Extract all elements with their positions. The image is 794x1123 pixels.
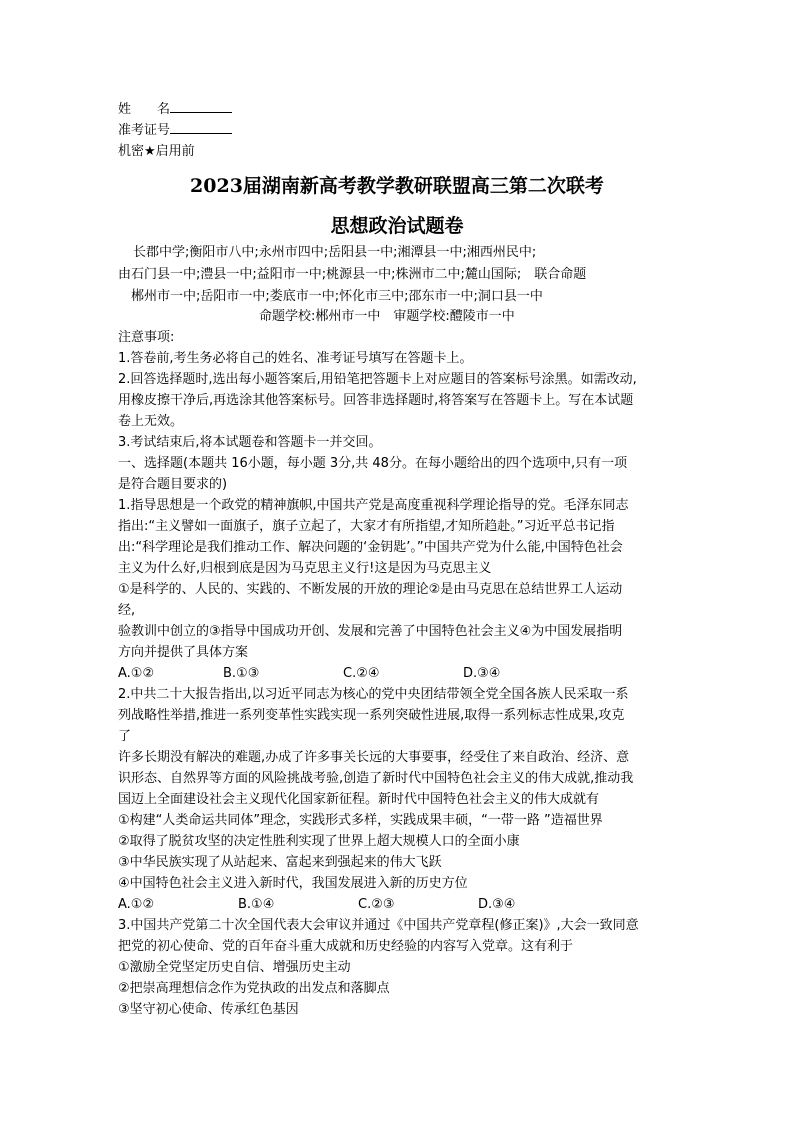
name-blank[interactable] bbox=[170, 100, 232, 113]
q3-line: 3.中国共产党第二十次全国代表大会审议并通过《中国共产党章程(修正案)》,大会一致同意 bbox=[118, 918, 639, 933]
q1-line: 方向并提供了具体方案 bbox=[118, 645, 249, 660]
q2-options bbox=[118, 895, 515, 914]
q1-options bbox=[118, 664, 500, 683]
schools-line-3: 郴州市一中;岳阳市一中;娄底市一中;怀化市三中;邵东市一中;洞口县一中 bbox=[131, 289, 543, 304]
q1-option-d[interactable]: D.③④ bbox=[463, 666, 501, 681]
q1-line: ①是科学的、人民的、实践的、不断发展的开放的理论②是由马克思在总结世界工人运动 bbox=[118, 582, 623, 597]
q2-line: 列战略性举措,推进一系列变革性实践实现一系列突破性进展,取得一系列标志性成果,攻克 bbox=[118, 708, 625, 723]
schools-line-1: 长郡中学;衡阳市八中;永州市四中;岳阳县一中;湘潭县一中;湘西州民中; bbox=[133, 245, 537, 260]
name-field bbox=[118, 100, 232, 119]
q2-line: 国迈上全面建设社会主义现代化国家新征程。新时代中国特色社会主义的伟大成就有 bbox=[118, 792, 600, 807]
secret-mark: 机密★启用前 bbox=[118, 144, 195, 159]
q2-line: ④中国特色社会主义进入新时代，我国发展进入新的历史方位 bbox=[118, 876, 468, 891]
note-line: 1.答卷前,考生务必将自己的姓名、准考证号填写在答题卡上。 bbox=[118, 351, 473, 366]
q1-line: 主义为什么好,归根到底是因为马克思主义行!这是因为马克思主义 bbox=[118, 561, 492, 576]
q2-option-a[interactable]: A.①② bbox=[118, 897, 155, 912]
q1-option-c[interactable]: C.②④ bbox=[343, 666, 380, 681]
q1-line: 验教训中创立的③指导中国成功开创、发展和完善了中国特色社会主义④为中国发展指明 bbox=[118, 624, 623, 639]
q3-line: ②把崇高理想信念作为党执政的出发点和落脚点 bbox=[118, 981, 390, 996]
q2-line: 了 bbox=[118, 729, 132, 744]
note-line: 2.回答选择题时,选出每小题答案后,用铅笔把答题卡上对应题目的答案标号涂黑。如需改动, bbox=[118, 372, 637, 387]
q2-option-d[interactable]: D.③④ bbox=[478, 897, 516, 912]
schools-line-2: 由石门县一中;澧县一中;益阳市一中;桃源县一中;株洲市二中;麓山国际; 联合命题 bbox=[118, 267, 587, 282]
q3-line: ①激励全党坚定历史自信、增强历史主动 bbox=[118, 960, 351, 975]
q2-line: ②取得了脱贫攻坚的决定性胜利实现了世界上超大规模人口的全面小康 bbox=[118, 834, 520, 849]
q2-option-c[interactable]: C.②③ bbox=[358, 897, 395, 912]
exam-number-field bbox=[118, 121, 232, 140]
q2-line: ①构建“人类命运共同体”理念，实践形式多样，实践成果丰硕，“一带一路 ”造福世界 bbox=[118, 813, 603, 828]
q2-line: ③中华民族实现了从站起来、富起来到强起来的伟大飞跃 bbox=[118, 855, 442, 870]
section-heading-cont: 是符合题目要求的) bbox=[118, 477, 228, 492]
q1-line: 出:“科学理论是我们推动工作、解决问题的‘金钥匙’。”中国共产党为什么能,中国特色社会 bbox=[118, 540, 623, 555]
exam-title: 2023届湖南新高考教学教研联盟高三第二次联考 bbox=[190, 175, 604, 197]
name-label: 姓 名 bbox=[118, 102, 171, 117]
q1-line: 1.指导思想是一个政党的精神旗帜,中国共产党是高度重视科学理论指导的党。毛泽东同志 bbox=[118, 498, 629, 513]
proposition-schools: 命题学校:郴州市一中 审题学校:醴陵市一中 bbox=[259, 309, 515, 324]
q1-line: 经, bbox=[118, 603, 136, 618]
section-heading: 一、选择题(本题共 16小题，每小题 3分,共 48分。在每小题给出的四个选项中,只有一项 bbox=[118, 456, 628, 471]
note-line: 用橡皮擦干净后,再选涂其他答案标号。回答非选择题时,将答案写在答题卡上。写在本试题 bbox=[118, 393, 634, 408]
exam-number-blank[interactable] bbox=[170, 121, 232, 134]
note-line: 卷上无效。 bbox=[118, 414, 184, 429]
exam-subtitle: 思想政治试题卷 bbox=[330, 215, 464, 237]
q2-option-b[interactable]: B.①④ bbox=[238, 897, 275, 912]
q1-option-a[interactable]: A.①② bbox=[118, 666, 155, 681]
q2-line: 识形态、自然界等方面的风险挑战考验,创造了新时代中国特色社会主义的伟大成就,推动我 bbox=[118, 771, 634, 786]
q3-line: ③坚守初心使命、传承红色基因 bbox=[118, 1002, 299, 1017]
q1-option-b[interactable]: B.①③ bbox=[223, 666, 260, 681]
exam-number-label: 准考证号 bbox=[118, 123, 171, 138]
q1-line: 指出:“主义譬如一面旗子，旗子立起了，大家才有所指望,才知所趋赴。”习近平总书记指 bbox=[118, 519, 615, 534]
q3-line: 把党的初心使命、党的百年奋斗重大成就和历史经验的内容写入党章。这有利于 bbox=[118, 939, 574, 954]
q2-line: 许多长期没有解决的难题,办成了许多事关长远的大事要事，经受住了来自政治、经济、意 bbox=[118, 750, 630, 765]
note-line: 3.考试结束后,将本试题卷和答题卡一并交回。 bbox=[118, 435, 382, 450]
q2-line: 2.中共二十大报告指出,以习近平同志为核心的党中央团结带领全党全国各族人民采取一系 bbox=[118, 687, 629, 702]
notes-heading: 注意事项: bbox=[118, 330, 175, 345]
